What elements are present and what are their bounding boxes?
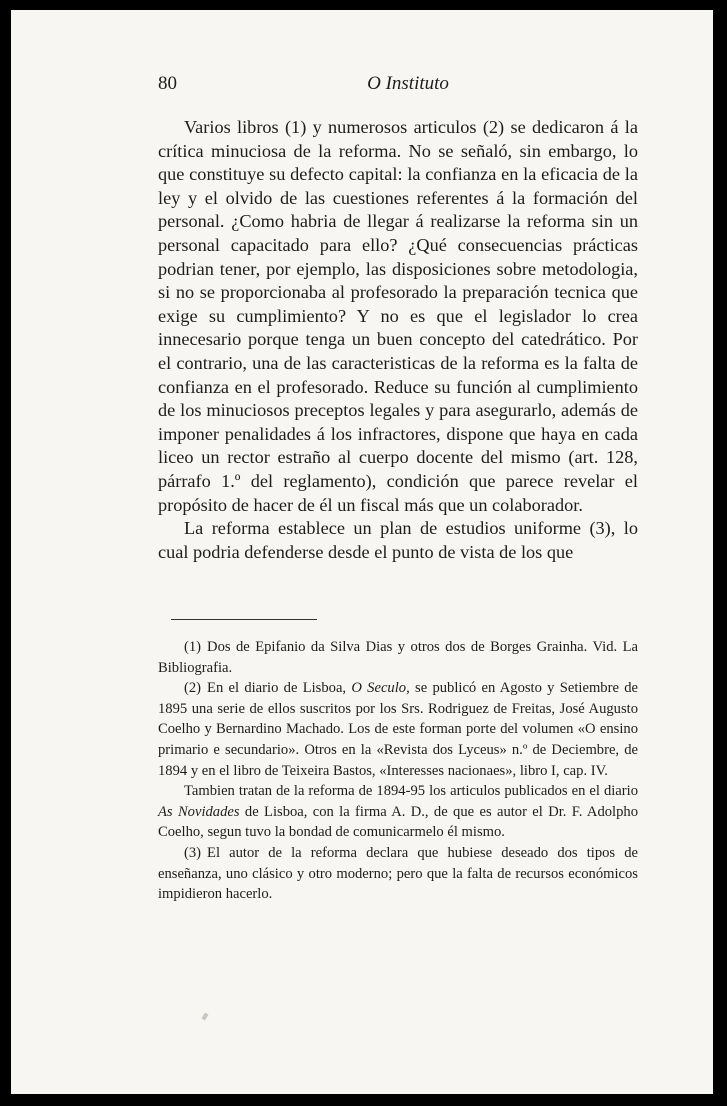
footnotes — [158, 637, 638, 905]
body-text — [158, 116, 638, 564]
page-number: 80 — [158, 73, 177, 94]
newspaper-title: As Novidades — [158, 803, 240, 820]
footnote-text: Dos de Epifanio da Silva Dias y otros dos de Borges Grainha. Vid. La Bibliografia. — [158, 639, 638, 676]
footnote-mark: (2) — [184, 680, 202, 697]
footnote-text: de Lisboa, con la firma A. D., de que es autor el Dr. F. Adolpho Coelho, segun tuvo la bondad de comunicarmelo él mismo. — [158, 803, 638, 841]
body-paragraph: Varios libros (1) y numerosos articulos (2) se dedicaron á la crítica minuciosa de la reforma. No se señaló, sin embargo, lo que constituye su defecto capital: la confianza en la eficacia de la ley y el olvido de las cuestiones referentes á la formación del personal. ¿Como habria de llegar á realizarse la reforma sin un personal capacitado para ello? ¿Qué consecuencias prácticas podrian tener, por ejemplo, las disposiciones sobre metodologia, si no se proporcionaba al profesorado la preparación tecnica que exige su cumplimiento? Y no es que el legislador lo crea innecesario porque tenga un buen concepto del catedrático. Por el contrario, una de las caracteristicas de la reforma es la falta de confianza en el profesorado. Reduce su función al cumplimiento de los minuciosos preceptos legales y para asegurarlo, además de imponer penalidades á los infractores, dispone que haya en cada liceo un rector estraño al cuerpo docente del mismo (art. 128, párrafo 1.º del reglamento), condición que parece revelar el propósito de hacer de él un fiscal más que un colaborador. — [158, 117, 638, 515]
footnote-text: El autor de la reforma declara que hubiese deseado dos tipos de enseñanza, uno clásico y otro moderno; pero que la falta de recursos económicos impidieron hacerlo. — [158, 844, 638, 903]
running-title: O Instituto — [367, 73, 449, 94]
footnote-mark: (3) — [184, 844, 202, 861]
footnote-2-continued — [158, 781, 638, 843]
footnote-divider — [171, 619, 317, 620]
footnote-text: se publicó en Agosto y Setiembre de 1895 una serie de ellos suscritos por los Srs. Rodriguez de Freitas, José Augusto Coelho y Bernardino Machado. Los de este forman porte del volumen «O ensino primario e secundario». Otros en la «Revista dos Lyceus» n.º de Deciembre, de 1894 y en el libro de Teixeira Bastos, «Interesses nacionaes», libro I, cap. IV. — [158, 680, 638, 779]
newspaper-title: O Seculo, — [351, 680, 410, 697]
book-page — [11, 10, 713, 1094]
footnote-1 — [158, 637, 638, 678]
footnote-mark: (1) — [184, 639, 202, 655]
running-head — [158, 73, 638, 101]
paper-speck — [202, 1012, 209, 1020]
footnote-3 — [158, 843, 638, 905]
footnote-2 — [158, 678, 638, 781]
footnote-text: Tambien tratan de la reforma de 1894-95 los articulos publicados en el diario — [184, 783, 638, 800]
footnote-text: En el diario de Lisboa, — [207, 680, 347, 697]
body-paragraph: La reforma establece un plan de estudios uniforme (3), lo cual podria defenderse desde el punto de vista de los que — [158, 518, 638, 562]
